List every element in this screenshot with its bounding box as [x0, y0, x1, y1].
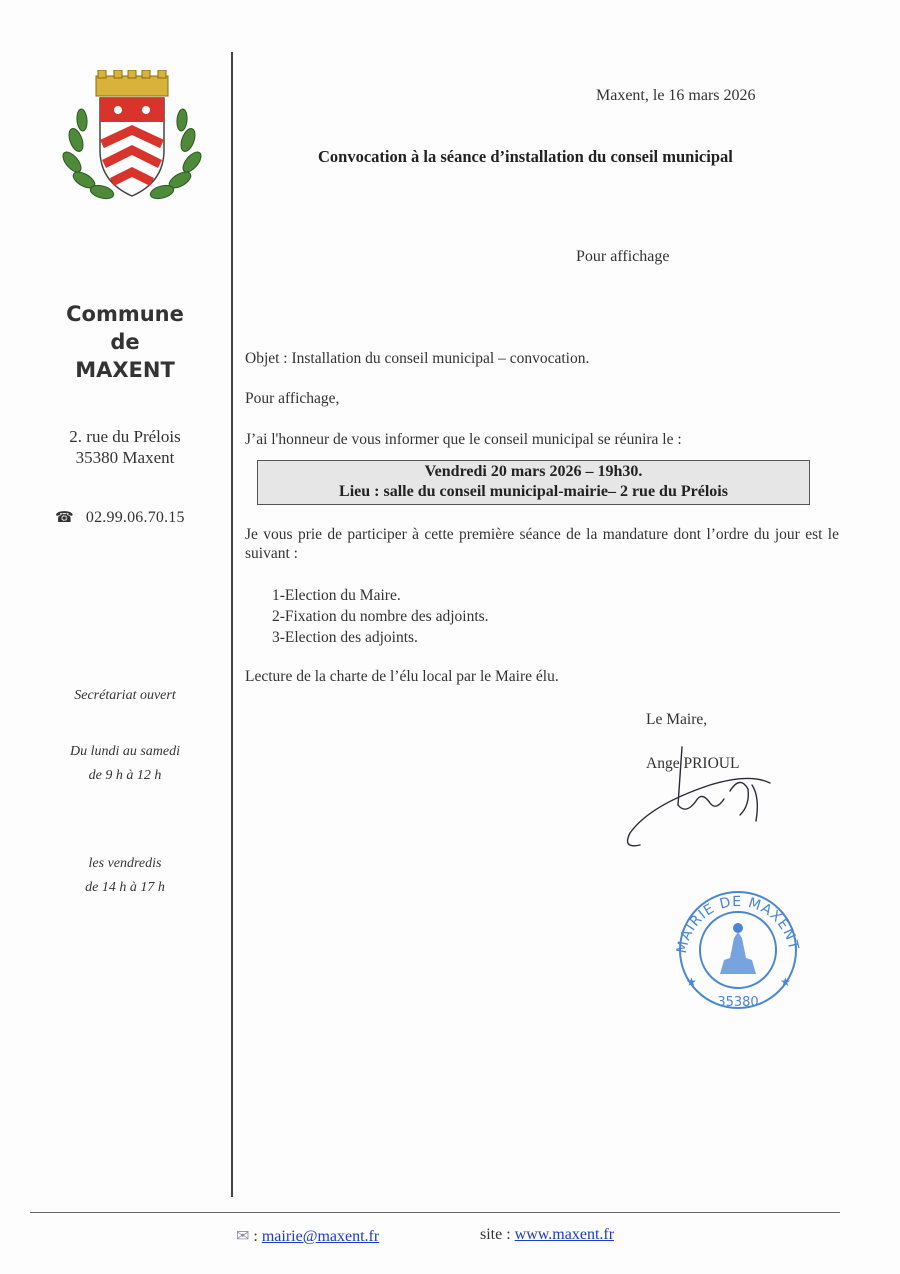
- hours-line: les vendredis: [88, 856, 162, 871]
- vertical-divider: [231, 52, 233, 1197]
- mayor-role: Le Maire,: [646, 711, 708, 728]
- invitation-paragraph: Je vous prie de participer à cette première séance de la mandature dont l’ordre du jour est le suivant :: [245, 526, 839, 562]
- agenda-item: 2-Fixation du nombre des adjoints.: [272, 608, 489, 625]
- stamp-code: 35380: [717, 995, 759, 1010]
- subject-line: Objet : Installation du conseil municipal – convocation.: [245, 350, 590, 367]
- hours-line: de 9 h à 12 h: [88, 768, 162, 783]
- letter-title: Convocation à la séance d’installation du conseil municipal: [318, 147, 733, 166]
- stamp-text: MAIRIE DE MAXENT: [673, 893, 802, 955]
- address: [40, 426, 210, 468]
- sidebar: [0, 0, 232, 1200]
- phone-text: 02.99.06.70.15: [85, 509, 185, 526]
- town-hall-stamp: [668, 888, 808, 1018]
- phone-icon: ☎: [55, 510, 74, 526]
- commune-line: MAXENT: [75, 358, 175, 382]
- opening-hours-weekdays: [40, 740, 210, 788]
- meeting-details-box: [257, 460, 810, 505]
- meeting-date: Vendredi 20 mars 2026 – 19h30.: [424, 463, 643, 480]
- phone-number: [55, 508, 185, 527]
- meeting-location: Lieu : salle du conseil municipal-mairie– 2 rue du Prélois: [339, 483, 728, 500]
- address-line: 2. rue du Prélois: [69, 427, 181, 446]
- mayor-name: Ange PRIOUL: [646, 755, 740, 772]
- commune-name: [40, 300, 210, 384]
- footer-divider: [30, 1212, 840, 1213]
- posting-note: Pour affichage: [576, 248, 670, 265]
- agenda-item: 1-Election du Maire.: [272, 587, 401, 604]
- svg-text:★: ★: [780, 975, 791, 989]
- website-link[interactable]: www.maxent.fr: [514, 1226, 615, 1243]
- address-line: 35380 Maxent: [75, 448, 175, 467]
- agenda-item: 3-Election des adjoints.: [272, 629, 418, 646]
- commune-line: de: [110, 330, 140, 354]
- hours-line: Du lundi au samedi: [69, 744, 181, 759]
- commune-line: Commune: [66, 302, 184, 326]
- agenda-list: [272, 585, 489, 648]
- coat-of-arms-logo: [62, 70, 202, 205]
- footer-site: [480, 1226, 614, 1244]
- charter-reading: Lecture de la charte de l’élu local par le Maire élu.: [245, 668, 559, 685]
- site-label: site :: [480, 1226, 511, 1243]
- secretariat-label: Secrétariat ouvert: [74, 688, 176, 703]
- footer-email: ✉ : mairie@maxent.fr: [236, 1228, 380, 1245]
- letter-date: Maxent, le 16 mars 2026: [596, 87, 756, 104]
- intro-paragraph: J’ai l'honneur de vous informer que le conseil municipal se réunira le :: [245, 431, 682, 448]
- salutation: Pour affichage,: [245, 390, 340, 407]
- opening-hours-friday: [40, 852, 210, 900]
- envelope-icon: ✉: [236, 1228, 250, 1245]
- hours-line: de 14 h à 17 h: [85, 880, 165, 895]
- svg-text:★: ★: [686, 975, 697, 989]
- email-link[interactable]: mairie@maxent.fr: [261, 1228, 380, 1245]
- handwritten-signature: [620, 745, 780, 855]
